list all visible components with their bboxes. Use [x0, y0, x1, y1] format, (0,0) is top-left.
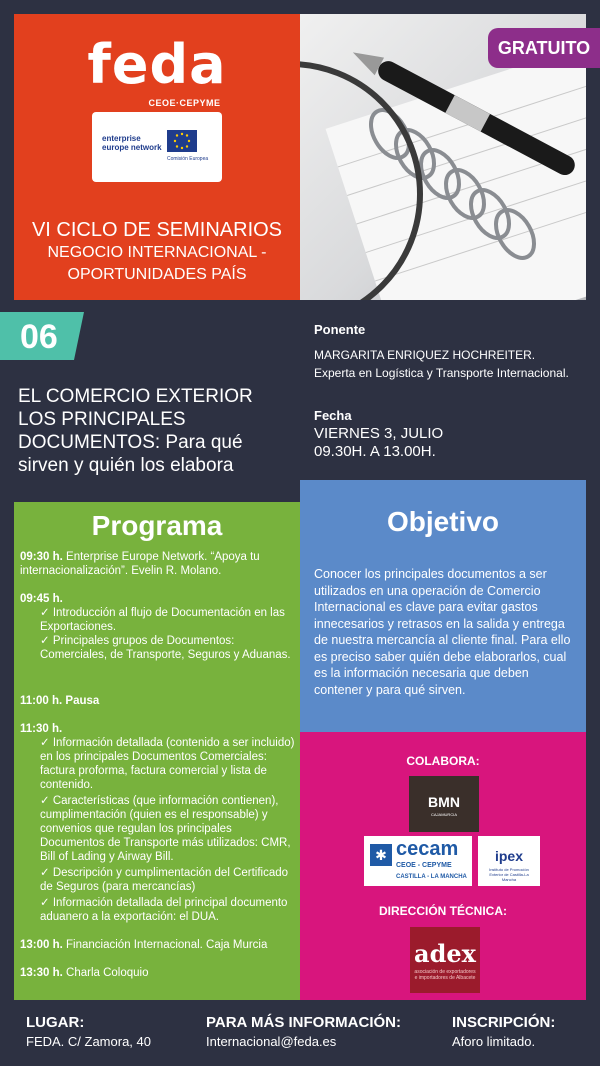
adex-logo-subtext: asociación de exportadores e importadores de Albacete: [414, 969, 476, 981]
ipex-logo: [478, 836, 540, 886]
agenda-time: 13:30 h.: [20, 967, 63, 979]
colabora-panel: [300, 732, 586, 1000]
feda-logo: feda: [87, 33, 227, 96]
een-text: enterprise europe network: [102, 134, 162, 152]
cecam-logo-subtext: CEOE - CEPYME: [396, 862, 452, 869]
cecam-logo-text: cecam: [396, 838, 459, 860]
session-title: [18, 385, 293, 477]
agenda-time: 13:00 h.: [20, 939, 63, 951]
info-label: PARA MÁS INFORMACIÓN:: [206, 1014, 401, 1031]
cecam-logo-region: CASTILLA - LA MANCHA: [396, 874, 467, 880]
ipex-logo-text: ipex: [494, 848, 523, 864]
agenda-item-1330: [20, 966, 298, 980]
adex-logo-text: adex: [414, 939, 476, 968]
speaker-name: MARGARITA ENRIQUEZ HOCHREITER.: [314, 348, 536, 362]
lugar-value: FEDA. C/ Zamora, 40: [26, 1034, 151, 1049]
bmn-logo-text: BMN: [428, 794, 460, 810]
speaker-label: Ponente: [314, 322, 366, 337]
agenda-item-1100: [20, 694, 298, 708]
agenda-time-1130: 11:30 h.: [20, 723, 63, 735]
agenda-subitem: ✓ Descripción y cumplimentación del Certificado de Seguros (para mercancías): [40, 867, 289, 893]
header-panel: [14, 14, 300, 300]
agenda-text: Pausa: [65, 695, 100, 707]
agenda-subitem: ✓ Introducción al flujo de Documentación en las Exportaciones.: [40, 607, 285, 633]
feda-logo-subtitle: CEOE·CEPYME: [148, 98, 221, 108]
programa-title: Programa: [91, 510, 223, 541]
agenda-text: Enterprise Europe Network. “Apoya tu internacionalización”. Evelin R. Molano.: [20, 551, 260, 577]
info-email-link[interactable]: Internacional@feda.es: [206, 1034, 337, 1049]
direccion-tecnica-title: DIRECCIÓN TÉCNICA:: [379, 904, 507, 918]
bmn-logo-subtext: CAJAMURCIA: [430, 812, 457, 817]
session-number: 06: [20, 318, 58, 356]
cecam-logo: [364, 836, 472, 886]
eu-flag-icon: [167, 130, 197, 152]
session-title-text: EL COMERCIO EXTERIOR LOS PRINCIPALES DOCUMENTOS: Para qué sirven y quién los elabora: [18, 386, 253, 476]
agenda-subitem: ✓ Información detallada del principal documento aduanero a la exportación: el DUA.: [40, 897, 288, 923]
agenda-item-0930: [20, 550, 298, 578]
agenda-time: 09:30 h.: [20, 551, 63, 563]
colabora-title: COLABORA:: [406, 754, 480, 768]
seminar-title: VI CICLO DE SEMINARIOS: [31, 219, 283, 241]
agenda-text: Financiación Internacional. Caja Murcia: [66, 939, 268, 951]
objetivo-text: Conocer los principales documentos a ser utilizados en una operación de Comercio Internacional es clave para evitar gastos innecesarios y retrasos en la salida y entrega de nuestra mercancía al cliente final. Para ello es preciso saber quién debe elaborarlos, cual es la información necesaria que deben contener y para qué sirven.: [314, 567, 571, 697]
agenda-subitem: ✓ Principales grupos de Documentos: Comerciales, de Transporte, Seguros y Aduanas.: [40, 635, 291, 661]
lugar-label: LUGAR:: [26, 1014, 85, 1031]
ipex-logo-subtext: Instituto de Promoción Exterior de Castilla-La Mancha: [489, 867, 529, 882]
date-time: 09.30H. A 13.00H.: [314, 443, 436, 460]
date-day: VIERNES 3, JULIO: [314, 425, 444, 442]
bmn-logo: [409, 776, 479, 832]
een-badge: [92, 112, 222, 182]
objetivo-panel: [300, 480, 586, 732]
agenda-time: 11:00 h.: [20, 695, 63, 707]
objetivo-title: Objetivo: [386, 506, 499, 537]
inscripcion-label: INSCRIPCIÓN:: [452, 1014, 556, 1031]
seminar-subtitle-2: OPORTUNIDADES PAÍS: [67, 266, 247, 283]
agenda-subitem: ✓ Información detallada (contenido a ser incluido) en los principales Documentos Comerciales: factura proforma, factura comercial y lista de contenido.: [40, 737, 295, 791]
eu-label: Comisión Europea: [167, 156, 209, 162]
programa-panel: [14, 502, 300, 1000]
agenda-subitem: ✓ Características (que información contienen), cumplimentación (quien es el responsable) y convenios que regulan los principales Documentos de Transporte más utilizados: CMR, Bill of Lading y Airway Bill.: [40, 795, 291, 863]
agenda-time-0945: 09:45 h.: [20, 593, 63, 605]
agenda-text: Charla Coloquio: [66, 967, 149, 979]
inscripcion-value: Aforo limitado.: [452, 1034, 536, 1049]
speaker-role: Experta en Logística y Transporte Internacional.: [314, 366, 569, 380]
cecam-emblem-icon: ✱: [370, 844, 392, 866]
date-label: Fecha: [314, 408, 352, 423]
seminar-subtitle-1: NEGOCIO INTERNACIONAL -: [47, 244, 267, 261]
adex-logo: [410, 927, 480, 993]
agenda-item-1300: [20, 938, 298, 952]
free-badge: GRATUITO: [488, 28, 600, 68]
